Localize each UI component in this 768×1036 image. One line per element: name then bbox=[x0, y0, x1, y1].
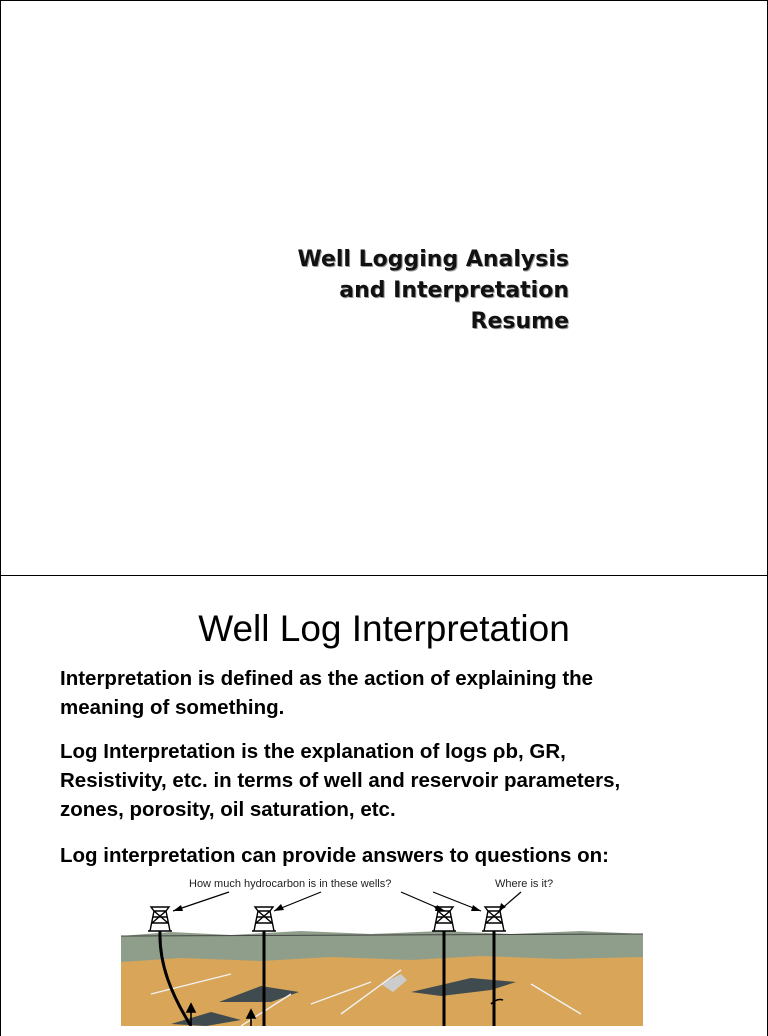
content-slide bbox=[0, 575, 768, 1036]
diagram-caption-right: Where is it? bbox=[495, 878, 554, 890]
caption-arrows bbox=[173, 892, 521, 911]
definition-line-1: Interpretation is defined as the action of explaining the bbox=[60, 667, 594, 690]
drilling-rig-icon-4 bbox=[482, 907, 506, 931]
title-line-2: and Interpretation bbox=[339, 278, 569, 303]
title-line-1: Well Logging Analysis bbox=[297, 247, 569, 272]
title-line-3: Resume bbox=[470, 309, 569, 334]
log-interpretation-line-2: Resistivity, etc. in terms of well and reservoir parameters, bbox=[60, 769, 621, 792]
questions-paragraph: Log interpretation can provide answers to questions on: bbox=[60, 844, 610, 867]
caption-arrowheads bbox=[173, 903, 506, 911]
log-interpretation-line-3: zones, porosity, oil saturation, etc. bbox=[60, 798, 396, 821]
well-diagram bbox=[111, 874, 651, 1026]
definition-paragraph bbox=[60, 664, 740, 722]
definition-line-2: meaning of something. bbox=[60, 696, 285, 719]
drilling-rig-icon-1 bbox=[148, 907, 172, 931]
slide-title: Well Log Interpretation bbox=[198, 608, 570, 649]
log-interpretation-paragraph bbox=[60, 737, 740, 824]
drilling-rig-icon-2 bbox=[252, 907, 276, 931]
presentation-title bbox=[297, 244, 569, 337]
log-interpretation-line-1: Log Interpretation is the explanation of logs ρb, GR, bbox=[60, 740, 566, 763]
reservoir-layer bbox=[121, 956, 643, 1026]
diagram-caption-left: How much hydrocarbon is in these wells? bbox=[189, 878, 392, 890]
